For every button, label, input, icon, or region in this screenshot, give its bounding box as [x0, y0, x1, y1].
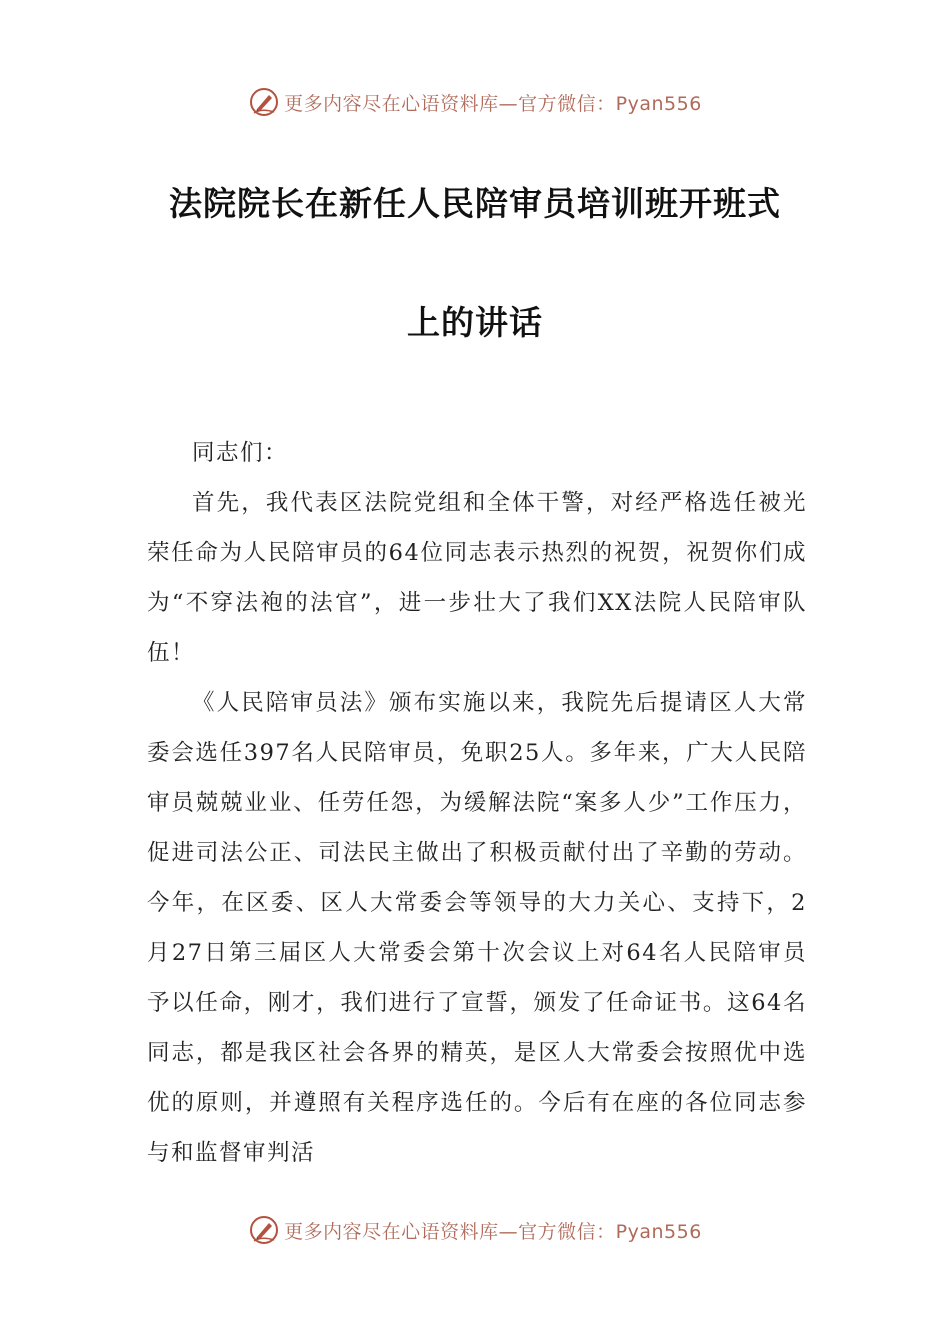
watermark-text: 更多内容尽在心语资料库—官方微信：Pyan556	[284, 92, 702, 115]
pen-logo-icon	[248, 1214, 280, 1246]
speech-body	[147, 428, 807, 1178]
pen-logo-icon	[248, 86, 280, 118]
watermark-text: 更多内容尽在心语资料库—官方微信：Pyan556	[284, 1220, 702, 1243]
greeting: 同志们：	[192, 440, 289, 466]
paragraph-1: 首先，我代表区法院党组和全体干警，对经严格选任被光荣任命为人民陪审员的64位同志表示热烈的祝贺，祝贺你们成为“不穿法袍的法官”，进一步壮大了我们XX法院人民陪审队伍！	[147, 490, 807, 666]
page-title-line-1: 法院院长在新任人民陪审员培训班开班式	[169, 184, 781, 223]
watermark-footer	[0, 1210, 950, 1250]
watermark-header	[0, 82, 950, 122]
page-title-line-2: 上的讲话	[407, 303, 543, 342]
paragraph-2: 《人民陪审员法》颁布实施以来，我院先后提请区人大常委会选任397名人民陪审员，免职25人。多年来，广大人民陪审员兢兢业业、任劳任怨，为缓解法院“案多人少”工作压力，促进司法公正、司法民主做出了积极贡献付出了辛勤的劳动。今年，在区委、区人大常委会等领导的大力关心、支持下，2月27日第三届区人大常委会第十次会议上对64名人民陪审员予以任命，刚才，我们进行了宣誓，颁发了任命证书。这64名同志，都是我区社会各界的精英，是区人大常委会按照优中选优的原则，并遵照有关程序选任的。今后有在座的各位同志参与和监督审判活	[147, 690, 807, 1166]
